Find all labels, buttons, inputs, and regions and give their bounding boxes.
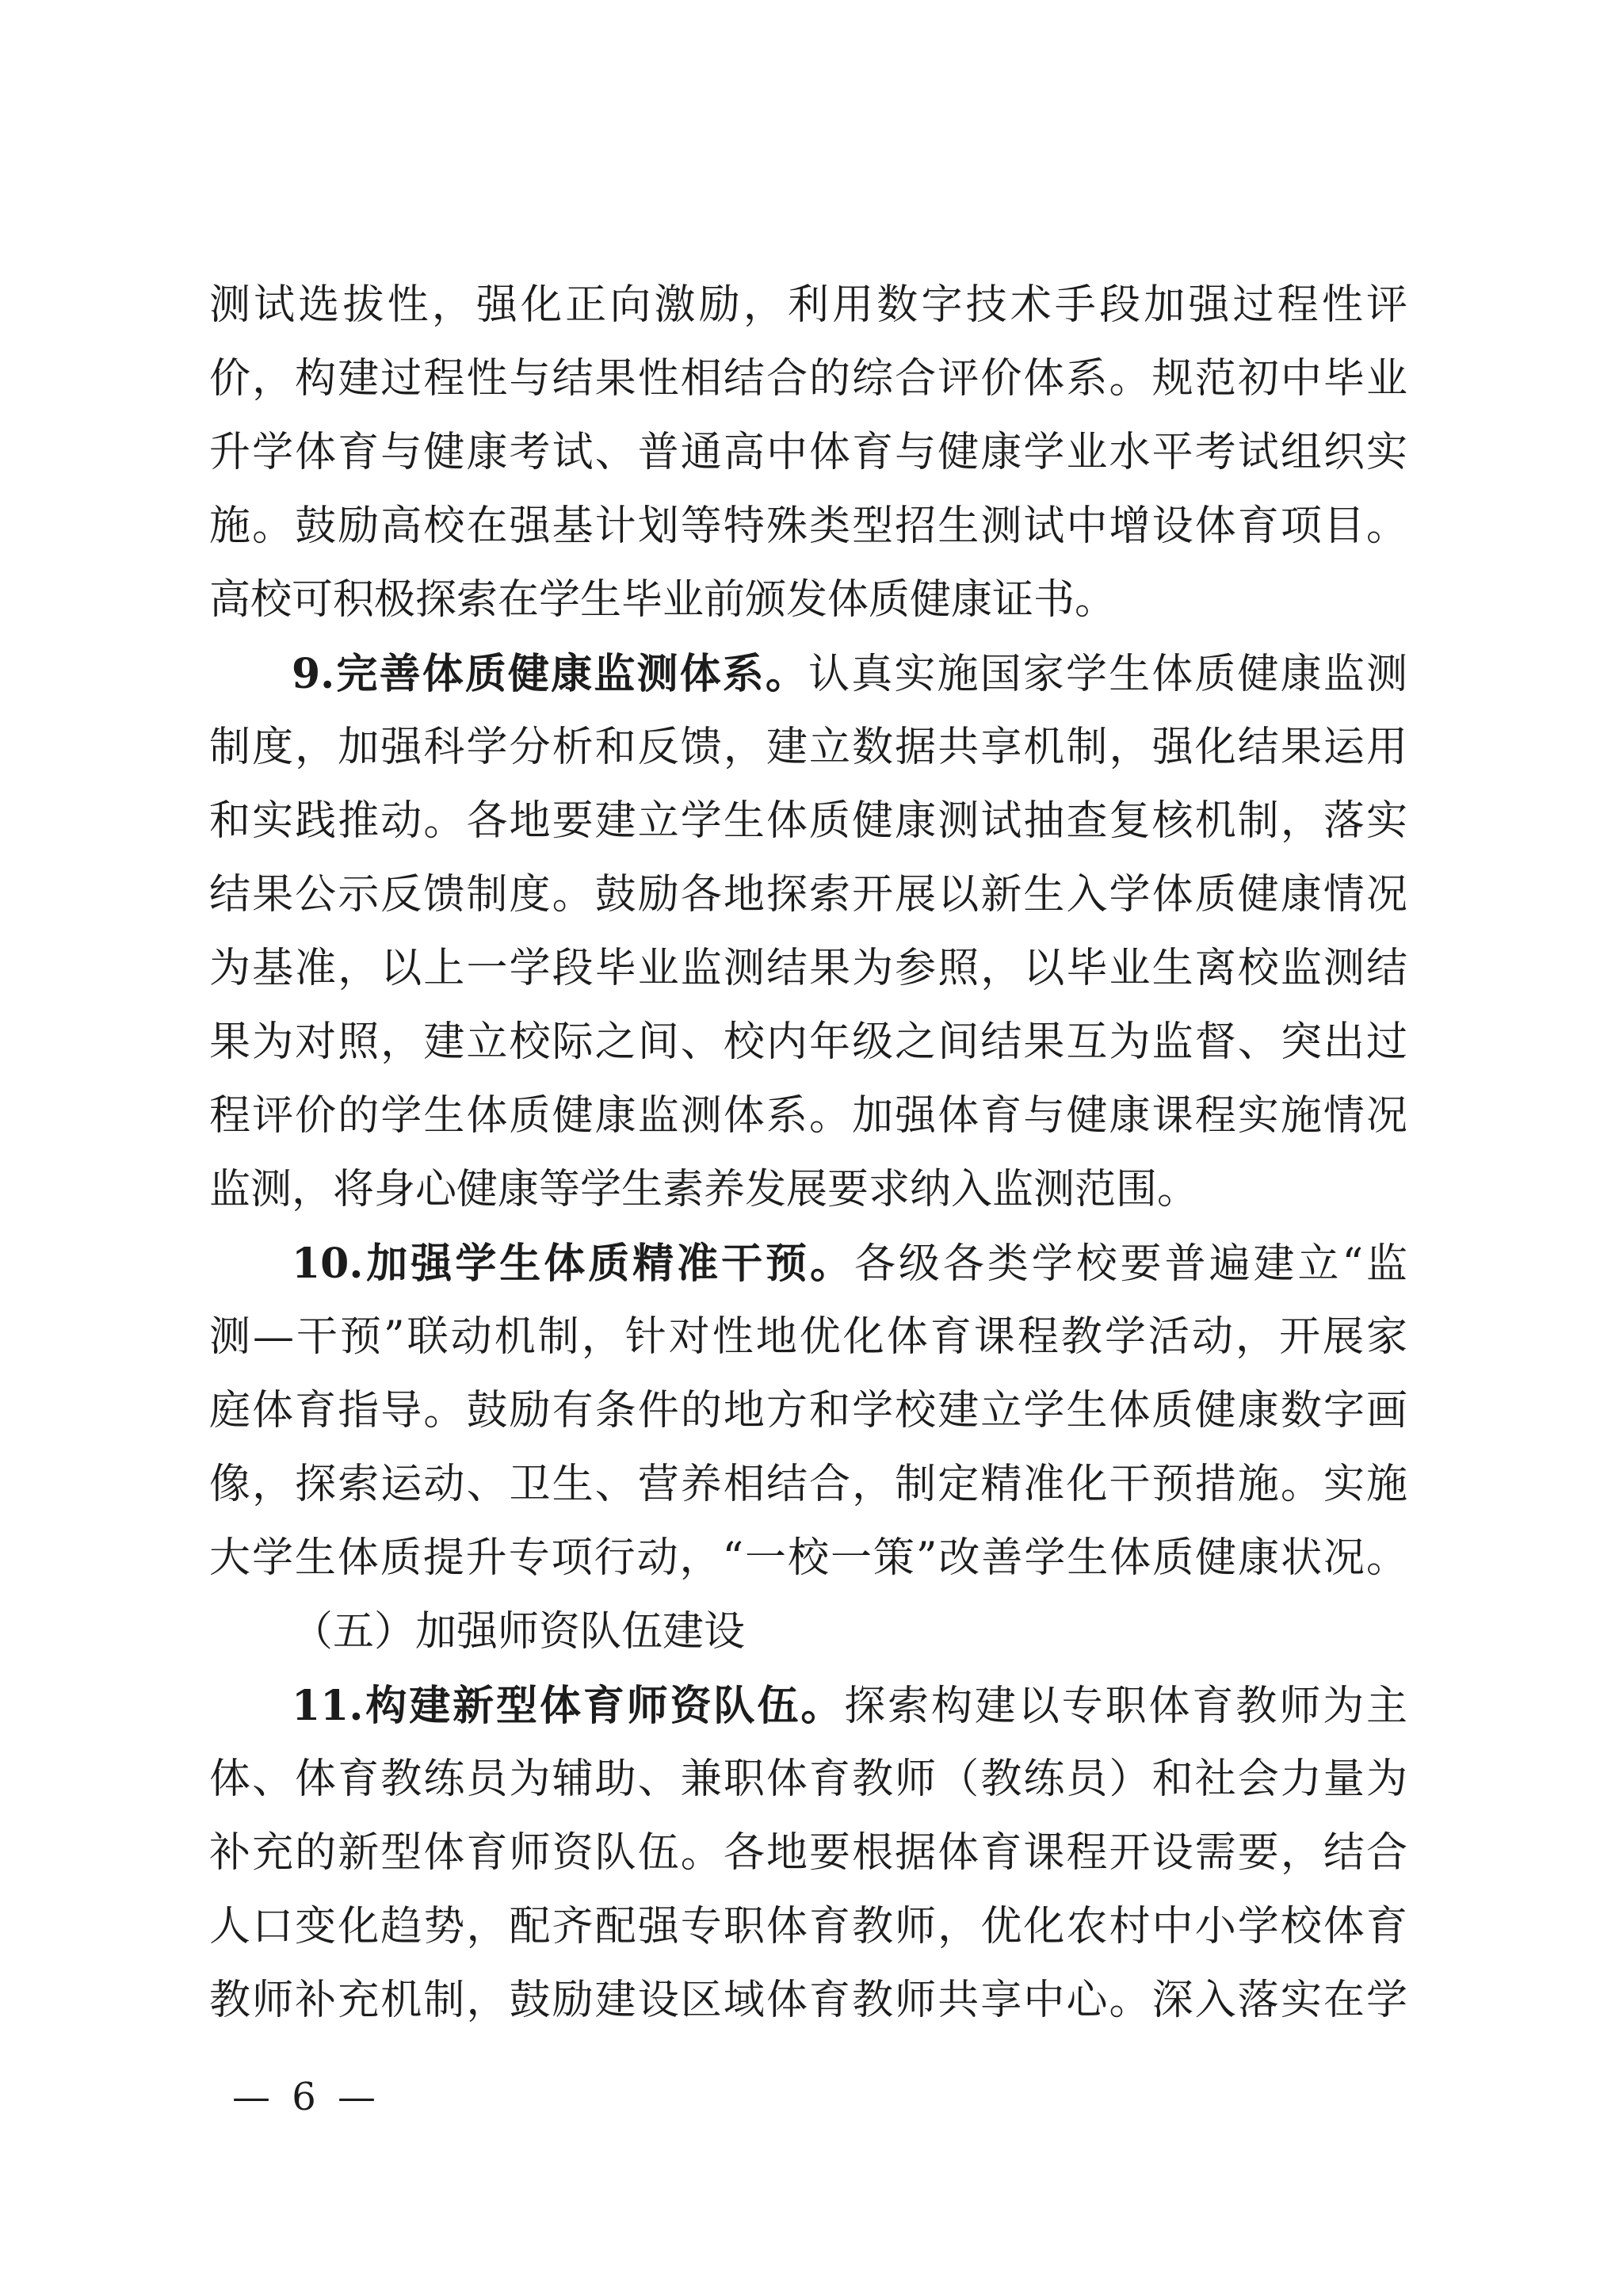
text-run: 补充的新型体育师资队伍。各地要根据体育课程开设需要，结合 bbox=[209, 1829, 1407, 1877]
heading-run: 9.完善体质健康监测体系。 bbox=[292, 650, 809, 698]
text-line bbox=[209, 1522, 1407, 1595]
text-run: 结果公示反馈制度。鼓励各地探索开展以新生入学体质健康情况 bbox=[209, 871, 1407, 919]
text-line bbox=[209, 490, 1407, 563]
text-line bbox=[209, 416, 1407, 490]
text-line bbox=[209, 1079, 1407, 1153]
text-line bbox=[209, 1890, 1407, 1964]
text-line bbox=[209, 1374, 1407, 1448]
text-run: 高校可积极探索在学生毕业前颁发体质健康证书。 bbox=[209, 576, 1117, 624]
heading-run: 11.构建新型体育师资队伍。 bbox=[292, 1682, 845, 1730]
text-line bbox=[209, 269, 1407, 342]
text-run: （五）加强师资队伍建设 bbox=[292, 1608, 746, 1656]
text-run: 施。鼓励高校在强基计划等特殊类型招生测试中增设体育项目。 bbox=[209, 502, 1407, 550]
text-run: 程评价的学生体质健康监测体系。加强体育与健康课程实施情况 bbox=[209, 1092, 1407, 1140]
text-run: 和实践推动。各地要建立学生体质健康测试抽查复核机制，落实 bbox=[209, 797, 1407, 845]
text-run: 价，构建过程性与结果性相结合的综合评价体系。规范初中毕业 bbox=[209, 355, 1407, 403]
text-line bbox=[209, 637, 1407, 711]
text-line bbox=[209, 711, 1407, 785]
text-run: 升学体育与健康考试、普通高中体育与健康学业水平考试组织实 bbox=[209, 429, 1407, 476]
text-run: 各级各类学校要普遍建立“监 bbox=[854, 1240, 1407, 1288]
text-line bbox=[209, 342, 1407, 416]
text-line bbox=[209, 563, 1407, 637]
text-run: 体、体育教练员为辅助、兼职体育教师（教练员）和社会力量为 bbox=[209, 1755, 1407, 1803]
text-run: 制度，加强科学分析和反馈，建立数据共享机制，强化结果运用 bbox=[209, 724, 1407, 771]
document-body bbox=[209, 269, 1407, 2038]
text-run: 测试选拔性，强化正向激励，利用数字技术手段加强过程性评 bbox=[209, 281, 1407, 329]
text-run: 探索构建以专职体育教师为主 bbox=[844, 1683, 1407, 1730]
text-line bbox=[209, 1964, 1407, 2038]
text-line bbox=[209, 1817, 1407, 1890]
text-line bbox=[209, 858, 1407, 932]
text-line bbox=[209, 1743, 1407, 1817]
text-run: 大学生体质提升专项行动，“一校一策”改善学生体质健康状况。 bbox=[209, 1534, 1407, 1582]
text-run: 像，探索运动、卫生、营养相结合，制定精准化干预措施。实施 bbox=[209, 1461, 1407, 1508]
text-run: 测—干预”联动机制，针对性地优化体育课程教学活动，开展家 bbox=[209, 1313, 1407, 1361]
text-line bbox=[209, 1227, 1407, 1301]
text-run: 庭体育指导。鼓励有条件的地方和学校建立学生体质健康数字画 bbox=[209, 1387, 1407, 1435]
text-run: 为基准，以上一学段毕业监测结果为参照，以毕业生离校监测结 bbox=[209, 945, 1407, 992]
text-line bbox=[209, 785, 1407, 858]
text-line bbox=[209, 1595, 1407, 1669]
text-run: 教师补充机制，鼓励建设区域体育教师共享中心。深入落实在学 bbox=[209, 1977, 1407, 2024]
text-run: 认真实施国家学生体质健康监测 bbox=[808, 651, 1407, 698]
text-line bbox=[209, 932, 1407, 1006]
text-line bbox=[209, 1153, 1407, 1227]
text-run: 监测，将身心健康等学生素养发展要求纳入监测范围。 bbox=[209, 1166, 1199, 1213]
text-run: 果为对照，建立校际之间、校内年级之间结果互为监督、突出过 bbox=[209, 1018, 1407, 1066]
text-line bbox=[209, 1448, 1407, 1522]
text-line bbox=[209, 1006, 1407, 1079]
text-line bbox=[209, 1301, 1407, 1374]
text-line bbox=[209, 1669, 1407, 1743]
heading-run: 10.加强学生体质精准干预。 bbox=[292, 1240, 854, 1288]
page-number: — 6 — bbox=[232, 2075, 381, 2119]
text-run: 人口变化趋势，配齐配强专职体育教师，优化农村中小学校体育 bbox=[209, 1903, 1407, 1950]
